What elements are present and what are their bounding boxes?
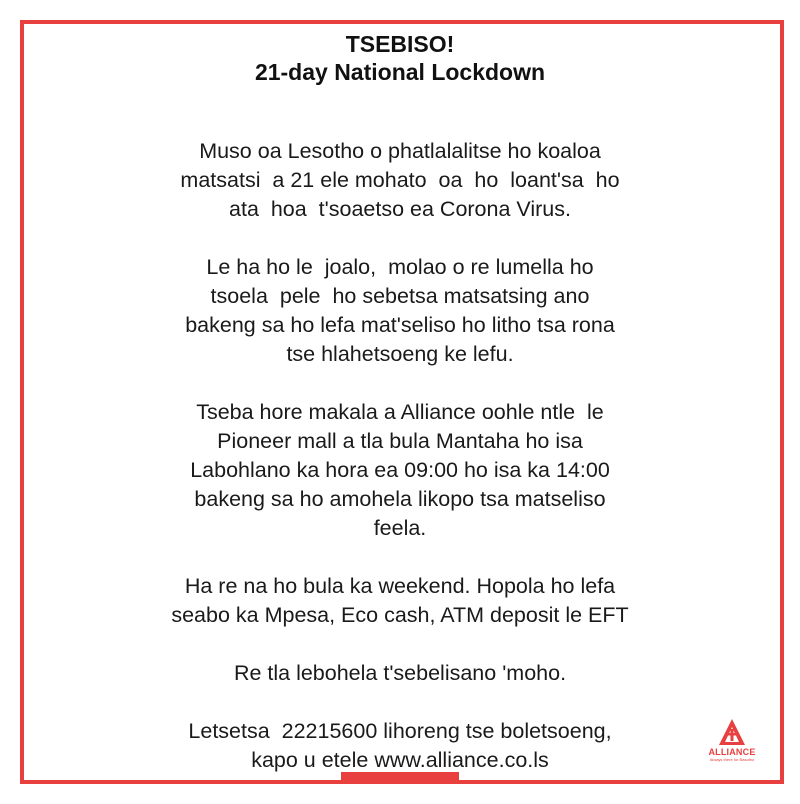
text-line: Le ha ho le joalo, molao o re lumella ho — [206, 255, 594, 279]
text-line: Re tla lebohela t'sebelisano 'moho. — [233, 661, 567, 685]
text-line: ata hoa t'soaetso ea Corona Virus. — [229, 197, 571, 221]
paragraph-branch-hours — [100, 398, 700, 543]
notice-header — [0, 30, 800, 86]
text-line: Labohlano ka hora ea 09:00 ho isa ka 14:00 — [190, 458, 610, 482]
paragraph-thanks — [100, 659, 700, 688]
notice-body — [100, 137, 700, 804]
text-line: feela. — [373, 516, 427, 540]
text-line: bakeng sa ho lefa mat'seliso ho litho tsa rona — [185, 313, 615, 337]
logo-tagline: Always there for Basotho — [709, 757, 755, 762]
paragraph-announcement — [100, 137, 700, 224]
text-line: Letsetsa 22215600 lihoreng tse boletsoeng, — [188, 719, 612, 743]
paragraph-contact — [100, 717, 700, 775]
logo-wordmark: ALLIANCE — [708, 747, 756, 757]
text-line: Muso oa Lesotho o phatlalalitse ho koaloa — [199, 139, 601, 163]
text-line: tsoela pele ho sebetsa matsatsing ano — [210, 284, 590, 308]
text-line: seabo ka Mpesa, Eco cash, ATM deposit le EFT — [171, 603, 629, 627]
text-line: bakeng sa ho amohela likopo tsa matseliso — [194, 487, 606, 511]
text-line: tse hlahetsoeng ke lefu. — [286, 342, 514, 366]
text-line: matsatsi a 21 ele mohato oa ho loant'sa ho — [180, 168, 620, 192]
text-line: Pioneer mall a tla bula Mantaha ho isa — [217, 429, 583, 453]
alliance-logo — [702, 718, 762, 770]
text-line: Tseba hore makala a Alliance oohle ntle le — [196, 400, 604, 424]
paragraph-permission — [100, 253, 700, 369]
text-line: kapo u etele www.alliance.co.ls — [251, 748, 549, 772]
notice-subtitle: 21-day National Lockdown — [254, 59, 546, 85]
alliance-logo-icon — [718, 718, 746, 746]
paragraph-payment — [100, 572, 700, 630]
text-line: Ha re na ho bula ka weekend. Hopola ho lefa — [184, 574, 616, 598]
notice-title: TSEBISO! — [345, 31, 455, 57]
